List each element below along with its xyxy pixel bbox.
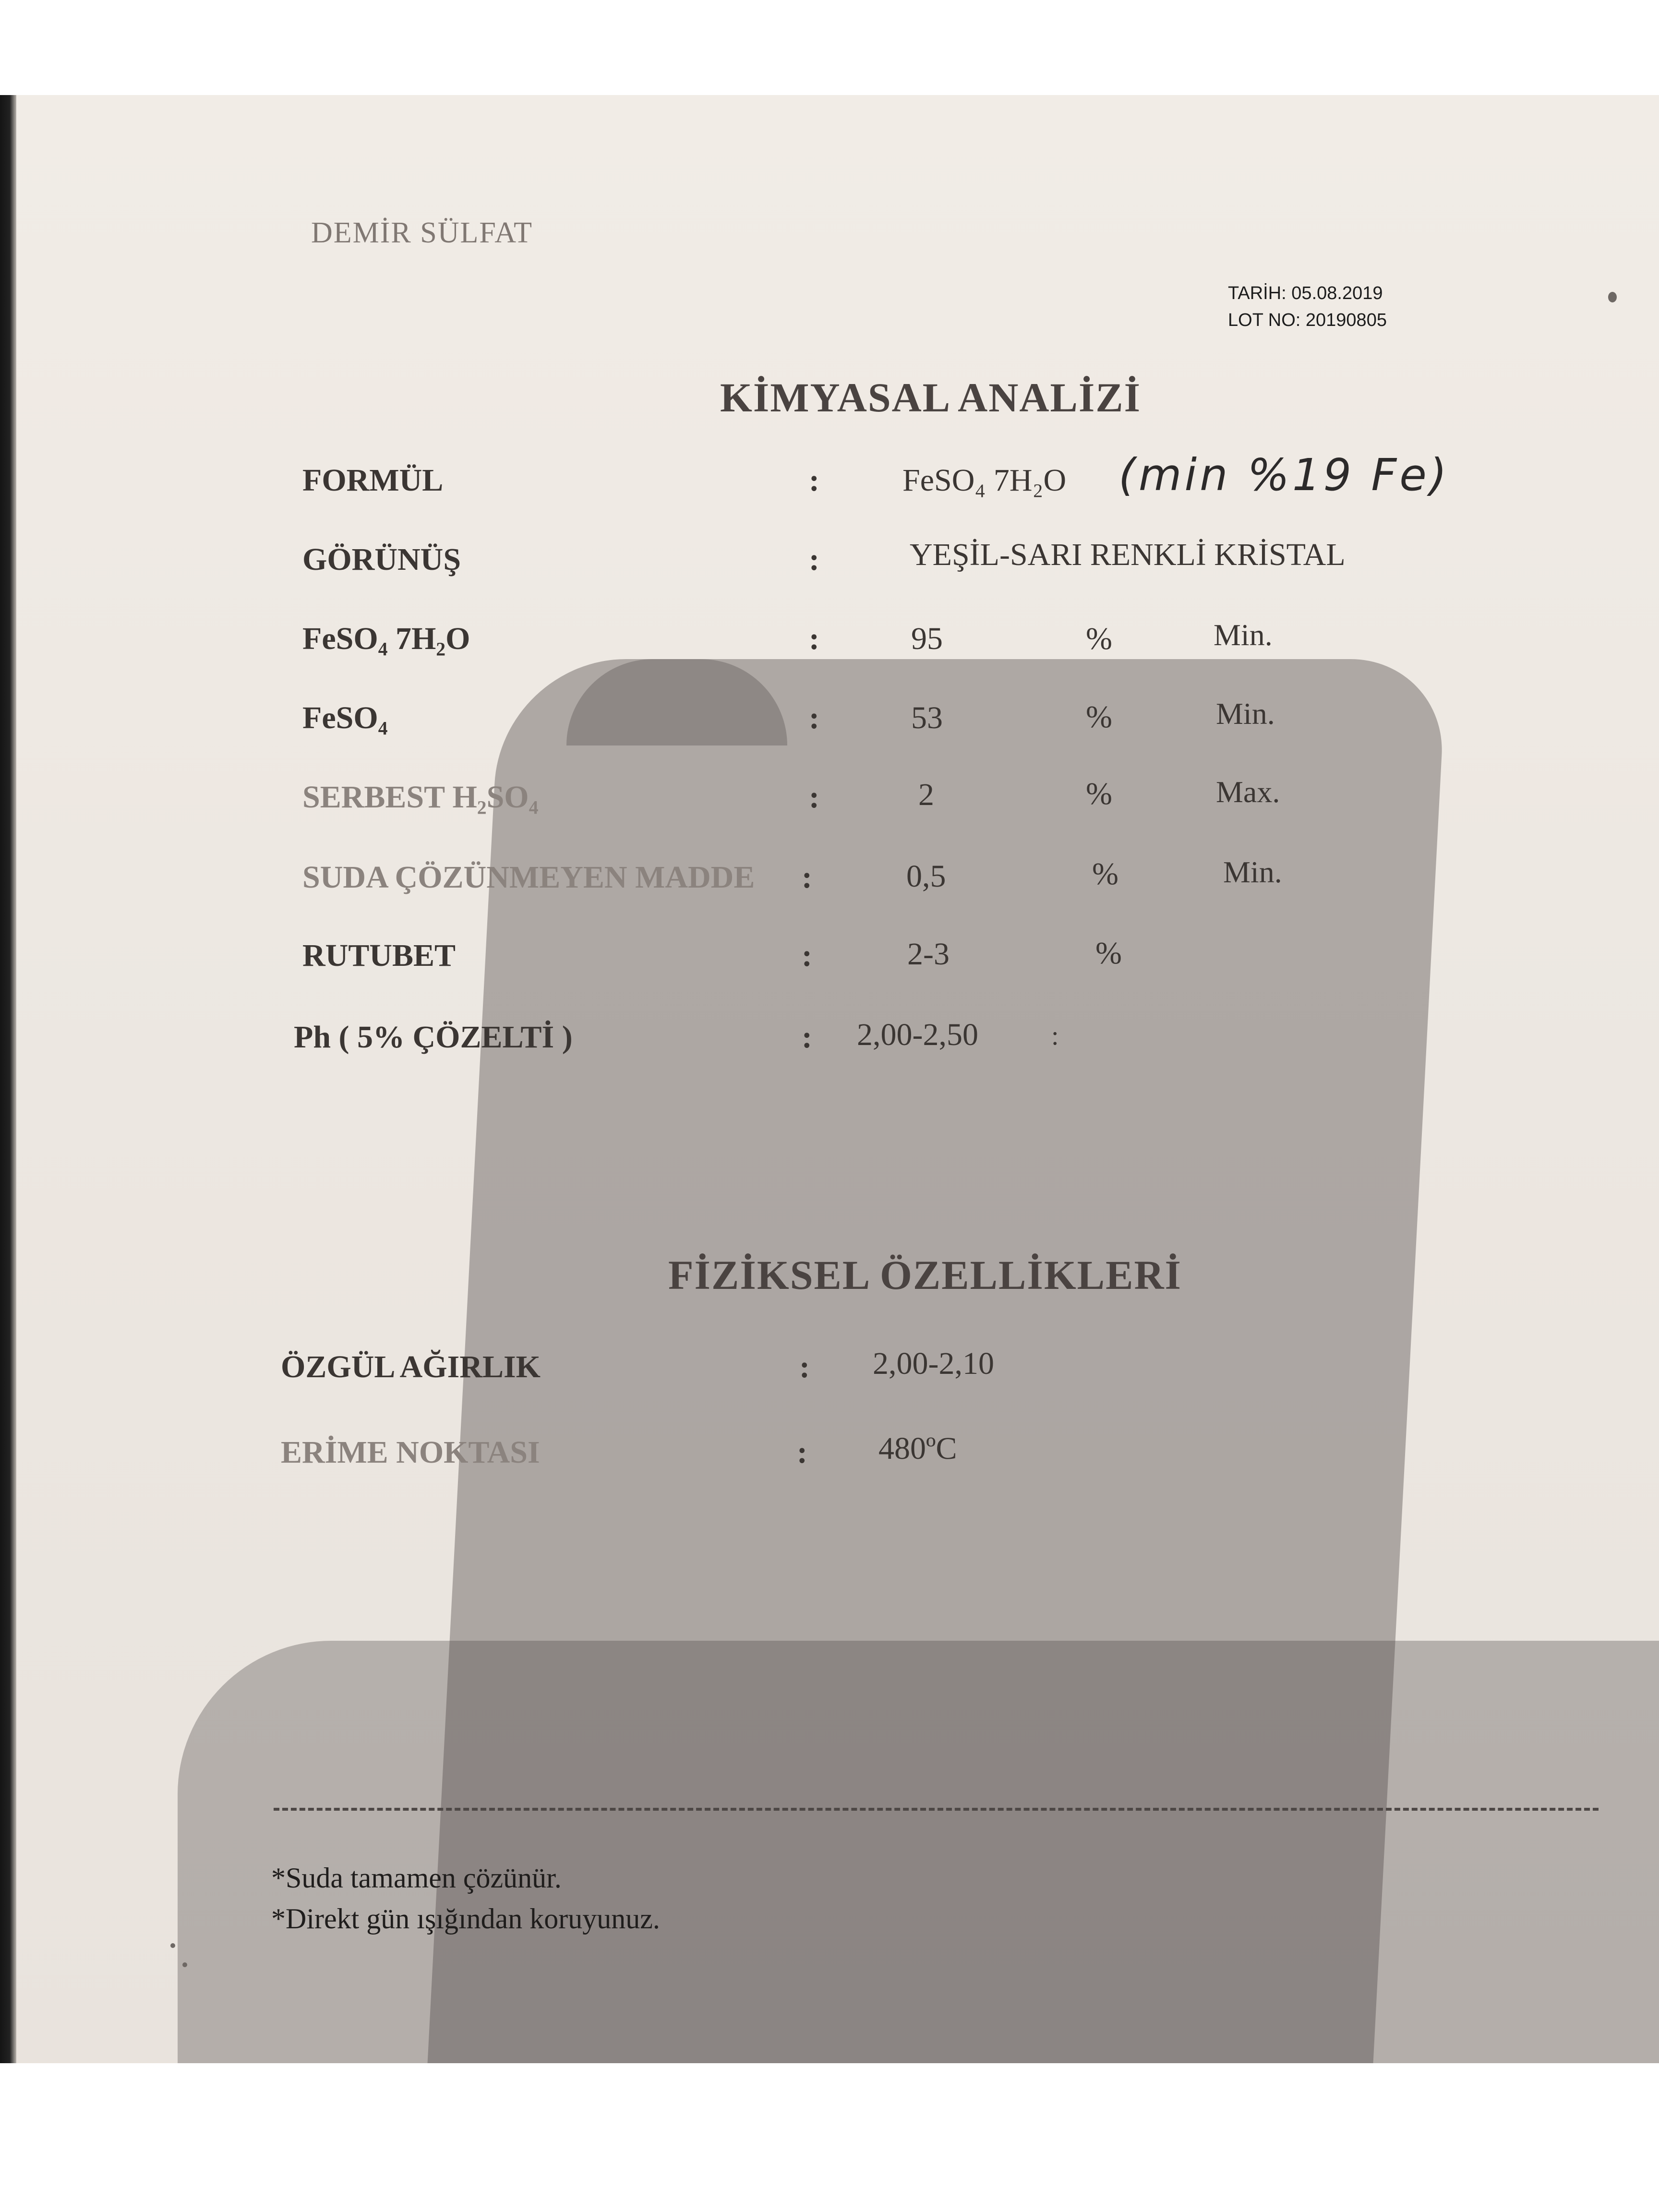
row-colon: : (809, 700, 819, 735)
paper-edge-shadow (0, 95, 16, 2063)
row-label-ph: Ph ( 5% ÇÖZELTİ ) (294, 1020, 573, 1055)
row-colon: : (797, 1435, 807, 1470)
physical-properties-title: FİZİKSEL ÖZELLİKLERİ (668, 1252, 1182, 1298)
paper-speck (1608, 292, 1617, 302)
handwritten-note: (min %19 Fe) (1118, 449, 1450, 501)
note-line: *Suda tamamen çözünür. (271, 1862, 562, 1894)
note-line: *Direkt gün ışığından koruyunuz. (271, 1903, 660, 1935)
row-unit: % (1086, 776, 1112, 811)
chemical-analysis-title: KİMYASAL ANALİZİ (720, 374, 1142, 421)
document-date: TARİH: 05.08.2019 (1228, 283, 1383, 303)
paper-speck (182, 1962, 187, 1967)
row-colon: : (809, 542, 819, 577)
row-value-ph: 2,00-2,50 (857, 1017, 978, 1052)
row-colon: : (802, 860, 812, 895)
divider-dashed-line (274, 1808, 1599, 1811)
row-unit: % (1086, 621, 1112, 656)
row-label-suda-cozunmeyen-madde: SUDA ÇÖZÜNMEYEN MADDE (302, 860, 755, 895)
row-value-erime-noktasi: 480ºC (878, 1431, 957, 1466)
row-label-serbest-h2so4: SERBEST H₂SO₄ (302, 780, 539, 815)
lot-number: LOT NO: 20190805 (1228, 310, 1387, 330)
row-label-formul: FORMÜL (302, 463, 444, 498)
row-unit: % (1086, 699, 1112, 734)
row-limit: Max. (1216, 775, 1280, 809)
row-colon: : (802, 1020, 812, 1055)
row-colon: : (809, 463, 819, 498)
row-label-ozgul-agirlik: ÖZGÜL AĞIRLIK (281, 1349, 541, 1384)
row-limit: Min. (1214, 618, 1273, 652)
row-colon: : (809, 780, 819, 815)
row-label-rutubet: RUTUBET (302, 938, 456, 973)
row-colon: : (799, 1349, 810, 1384)
paper-speck (170, 1943, 175, 1948)
row-label-feso4: FeSO₄ (302, 700, 388, 735)
row-unit: % (1092, 856, 1118, 891)
row-limit: Min. (1216, 697, 1275, 731)
row-label-gorunus: GÖRÜNÜŞ (302, 542, 461, 577)
row-value-feso4-7h2o: 95 (911, 621, 943, 656)
row-unit: % (1095, 936, 1122, 971)
document-header-title: DEMİR SÜLFAT (311, 216, 533, 249)
row-label-feso4-7h2o: FeSO₄ 7H₂O (302, 621, 470, 656)
row-value-formul: FeSO₄ 7H₂O (902, 463, 1067, 498)
row-label-erime-noktasi: ERİME NOKTASI (281, 1435, 540, 1470)
row-value-rutubet: 2-3 (907, 937, 950, 972)
document-page (0, 95, 1659, 2063)
row-value-serbest-h2so4: 2 (918, 777, 934, 812)
row-colon: : (809, 621, 819, 656)
row-unit: : (1051, 1021, 1059, 1051)
hand-shadow (178, 1641, 1659, 2063)
row-value-feso4: 53 (911, 700, 943, 735)
row-value-suda-cozunmeyen-madde: 0,5 (906, 859, 946, 894)
row-limit: Min. (1223, 855, 1282, 889)
row-value-ozgul-agirlik: 2,00-2,10 (873, 1346, 994, 1381)
row-colon: : (802, 938, 812, 973)
row-value-gorunus: YEŞİL-SARI RENKLİ KRİSTAL (910, 537, 1346, 572)
